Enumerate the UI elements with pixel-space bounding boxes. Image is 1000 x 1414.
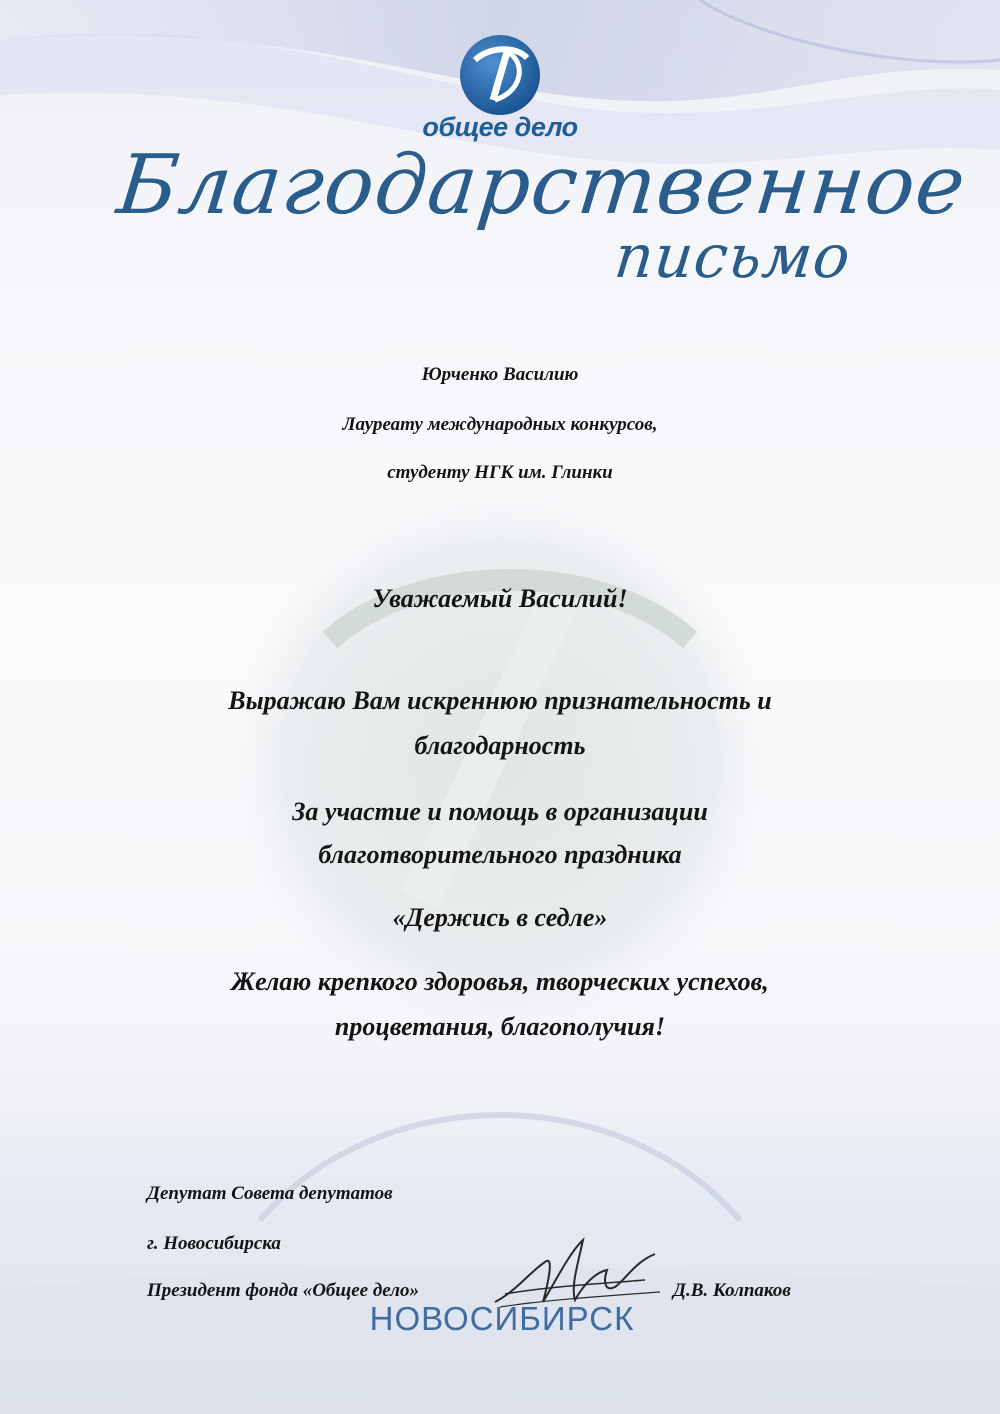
signer-position-2: г. Новосибирска	[147, 1233, 281, 1254]
participation-line-1: За участие и помощь в организации	[292, 797, 708, 826]
signer-name: Д.В. Колпаков	[673, 1280, 791, 1301]
wish-line-2: процветания, благополучия!	[334, 1012, 666, 1041]
event-name: «Держись в седле»	[392, 903, 608, 932]
logo-text: общее дело	[422, 112, 578, 142]
recipient-affiliation: студенту НГК им. Глинки	[387, 462, 613, 483]
signer-position-1: Депутат Совета депутатов	[147, 1183, 393, 1204]
recipient-title: Лауреату международных конкурсов,	[342, 414, 658, 435]
gratitude-line-1: Выражаю Вам искреннюю признательность и	[228, 686, 772, 715]
recipient-name: Юрченко Василию	[421, 364, 579, 385]
obshchee-delo-logo-icon	[455, 30, 545, 120]
greeting: Уважаемый Василий!	[372, 584, 628, 613]
title-line-2: письмо	[611, 222, 855, 292]
participation-line-2: благотворительного праздника	[318, 840, 682, 869]
title-line-1: Благодарственное	[113, 138, 971, 233]
wish-line-1: Желаю крепкого здоровья, творческих успехов,	[231, 967, 769, 996]
footer-city: НОВОСИБИРСК	[369, 1300, 635, 1337]
signer-position-3: Президент фонда «Общее дело»	[147, 1280, 419, 1301]
gratitude-line-2: благодарность	[414, 731, 586, 760]
